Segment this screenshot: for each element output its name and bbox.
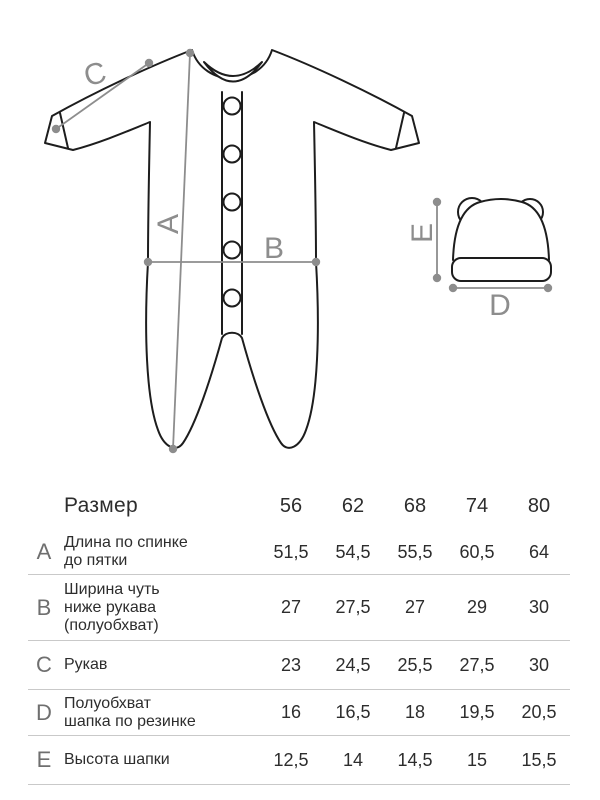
measure-dot [544, 284, 552, 292]
measure-letter-b: B [263, 232, 285, 265]
row-label [60, 691, 260, 735]
measure-dot [449, 284, 457, 292]
size-value: 27,5 [459, 654, 495, 675]
table-row-b [28, 575, 570, 641]
row-label-line: Длина по спинке [64, 534, 188, 551]
row-label-line: Полуобхват [64, 694, 151, 712]
row-label [60, 747, 260, 773]
measure-dot [52, 125, 60, 133]
size-value: 51,5 [273, 541, 309, 562]
size-value: 18 [404, 702, 426, 722]
size-table-title: Размер [64, 494, 138, 517]
size-column-header: 80 [527, 494, 551, 517]
snap-button [224, 242, 241, 259]
row-label [60, 530, 260, 574]
size-value: 12,5 [273, 749, 309, 770]
row-letter: D [36, 699, 52, 725]
measure-dot [186, 49, 194, 57]
table-row-e [28, 736, 570, 785]
row-label-line: до пятки [64, 552, 128, 569]
row-label-line: Ширина чуть [64, 580, 160, 598]
row-label [60, 577, 260, 639]
size-column-header: 56 [279, 494, 303, 517]
row-label-line: ниже рукава [64, 598, 157, 616]
size-value: 30 [528, 654, 550, 675]
row-letter: C [36, 652, 52, 677]
size-value: 29 [466, 597, 488, 617]
size-value: 23 [280, 654, 302, 675]
table-row-d [28, 690, 570, 736]
size-table-header [28, 486, 570, 530]
size-value: 25,5 [397, 654, 433, 675]
snap-button [224, 98, 241, 115]
onesie-drawing [45, 50, 419, 448]
size-value: 27 [404, 597, 426, 617]
size-value: 20,5 [521, 702, 557, 722]
size-value: 15 [466, 749, 488, 770]
size-column-header: 62 [341, 494, 365, 517]
size-table [28, 486, 570, 785]
size-value: 16 [280, 702, 302, 722]
measure-dot [433, 198, 441, 206]
size-column-header: 68 [403, 494, 427, 517]
row-label-line: Рукав [64, 656, 108, 673]
size-value: 27,5 [335, 597, 371, 617]
measure-dot [312, 258, 320, 266]
table-row-a [28, 530, 570, 575]
measure-dot [144, 258, 152, 266]
measure-dot [145, 59, 153, 67]
size-column-header: 74 [465, 494, 489, 517]
hat-drawing [452, 198, 551, 281]
row-label [60, 652, 260, 678]
size-value: 14 [342, 749, 364, 770]
row-letter: E [36, 747, 52, 772]
measure-letter-d: D [489, 289, 511, 322]
hat-brim [452, 258, 551, 281]
size-value: 15,5 [521, 749, 557, 770]
size-value: 14,5 [397, 749, 433, 770]
measure-dot [169, 445, 177, 453]
size-value: 64 [528, 541, 550, 562]
snap-button [224, 290, 241, 307]
row-label-line: Высота шапки [64, 751, 170, 768]
row-label-line: шапка по резинке [64, 712, 196, 730]
size-value: 24,5 [335, 654, 371, 675]
size-value: 27 [280, 597, 302, 617]
row-letter: A [36, 539, 52, 564]
row-label-line: (полуобхват) [64, 616, 159, 634]
size-value: 30 [528, 597, 550, 617]
table-row-c [28, 641, 570, 690]
row-letter: B [36, 594, 52, 620]
snap-button [224, 146, 241, 163]
size-value: 16,5 [335, 702, 371, 722]
measure-letter-a: A [152, 213, 185, 235]
size-value: 60,5 [459, 541, 495, 562]
measure-letter-e: E [406, 222, 439, 244]
snap-button [224, 194, 241, 211]
measure-letter-c: C [80, 55, 110, 94]
size-value: 55,5 [397, 541, 433, 562]
size-value: 54,5 [335, 541, 371, 562]
measure-dot [433, 274, 441, 282]
size-value: 19,5 [459, 702, 495, 722]
